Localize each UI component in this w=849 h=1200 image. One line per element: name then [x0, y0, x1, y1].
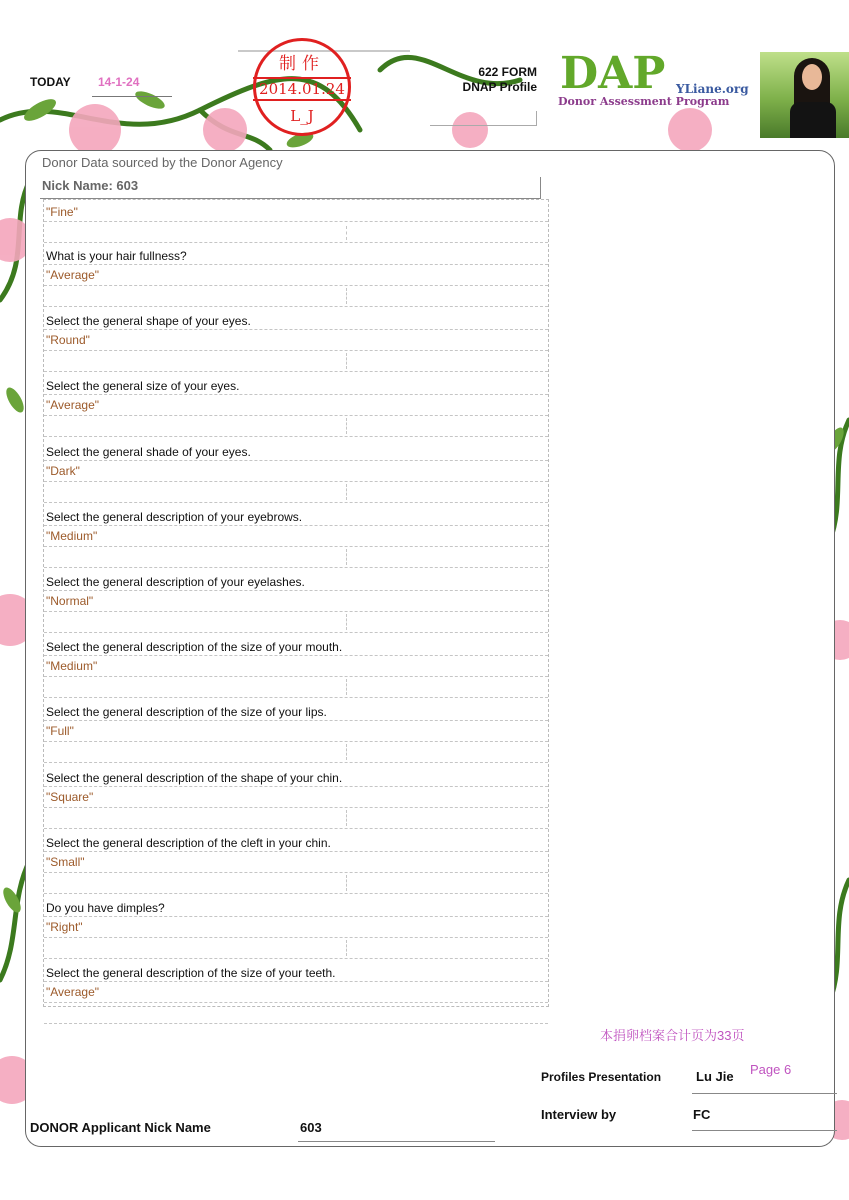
donor-underline	[298, 1141, 495, 1142]
answer-text: "Right"	[46, 920, 83, 934]
question-text: Select the general description of your eyebrows.	[46, 509, 303, 524]
yliane-logo: YLiane.org	[676, 82, 749, 96]
stamp-date: 2014.01.24	[259, 80, 345, 98]
question-row	[44, 831, 550, 896]
interview-label: Interview by	[541, 1107, 617, 1122]
form-profile-label: DNAP Profile	[462, 80, 537, 94]
page-number: Page 6	[750, 1062, 792, 1077]
question-text: Select the general description of the size of your teeth.	[46, 966, 336, 981]
nick-name-label: Nick Name: 603	[42, 178, 139, 193]
answer-text: "Medium"	[46, 659, 98, 674]
question-text: Select the general description of your eyelashes.	[46, 575, 305, 589]
answer-text: "Normal"	[46, 594, 94, 608]
today-date: 14-1-24	[98, 75, 140, 89]
stamp-initials: L_J	[290, 107, 314, 125]
question-text: Do you have dimples?	[46, 901, 165, 915]
question-text: Select the general size of your eyes.	[46, 379, 240, 394]
question-text: Select the general shade of your eyes.	[46, 444, 251, 459]
answer-text: "Average"	[46, 268, 99, 282]
form-title	[420, 65, 537, 95]
profiles-presentation-value: Lu Jie	[696, 1069, 734, 1084]
question-row	[44, 570, 550, 635]
answer-text: "Small"	[46, 854, 85, 869]
today-label: TODAY	[30, 75, 71, 89]
question-row	[44, 505, 550, 570]
question-row	[44, 244, 550, 309]
form-bracket	[430, 111, 537, 126]
answer-text: "Square"	[46, 789, 94, 804]
question-row	[44, 309, 550, 374]
question-row	[44, 440, 550, 505]
today-underline	[92, 96, 172, 97]
question-text: Select the general description of the cleft in your chin.	[46, 835, 331, 850]
profiles-presentation-label: Profiles Presentation	[541, 1070, 662, 1084]
donor-nick-name-value: 603	[300, 1120, 322, 1135]
question-text: What is your hair fullness?	[46, 249, 187, 263]
answer-text: "Average"	[46, 398, 99, 413]
question-text: Select the general description of the size of your mouth.	[46, 640, 343, 655]
first-answer: "Fine"	[46, 205, 78, 219]
donor-nick-name-label: DONOR Applicant Nick Name	[30, 1120, 211, 1135]
question-row	[44, 374, 550, 439]
interview-value: FC	[693, 1107, 711, 1122]
questionnaire-table	[43, 199, 549, 1007]
interview-underline	[692, 1130, 837, 1131]
answer-text: "Medium"	[46, 528, 98, 543]
profiles-underline	[692, 1093, 837, 1094]
answer-text: "Average"	[46, 985, 99, 1000]
form-number: 622 FORM	[478, 65, 537, 79]
page-count-note: 本捐卵档案合计页为33页	[600, 1028, 745, 1043]
dap-logo: DAP	[560, 48, 666, 99]
answer-text: "Dark"	[46, 463, 80, 478]
question-text: Select the general description of the shape of your chin.	[46, 770, 343, 785]
answer-text: "Full"	[46, 724, 74, 739]
donor-photo	[760, 52, 849, 138]
question-row	[44, 766, 550, 831]
question-row	[44, 961, 550, 1026]
question-row	[44, 700, 550, 765]
question-text: Select the general shape of your eyes.	[46, 314, 251, 329]
red-seal-stamp	[253, 38, 351, 136]
question-text: Select the general description of the size of your lips.	[46, 705, 327, 720]
dap-logo-subtitle: Donor Assessment Program	[558, 95, 730, 108]
panel-heading: Donor Data sourced by the Donor Agency	[42, 155, 283, 170]
stamp-line-1: 制作	[279, 54, 325, 74]
question-row	[44, 635, 550, 700]
answer-text: "Round"	[46, 333, 90, 348]
question-row	[44, 896, 550, 961]
